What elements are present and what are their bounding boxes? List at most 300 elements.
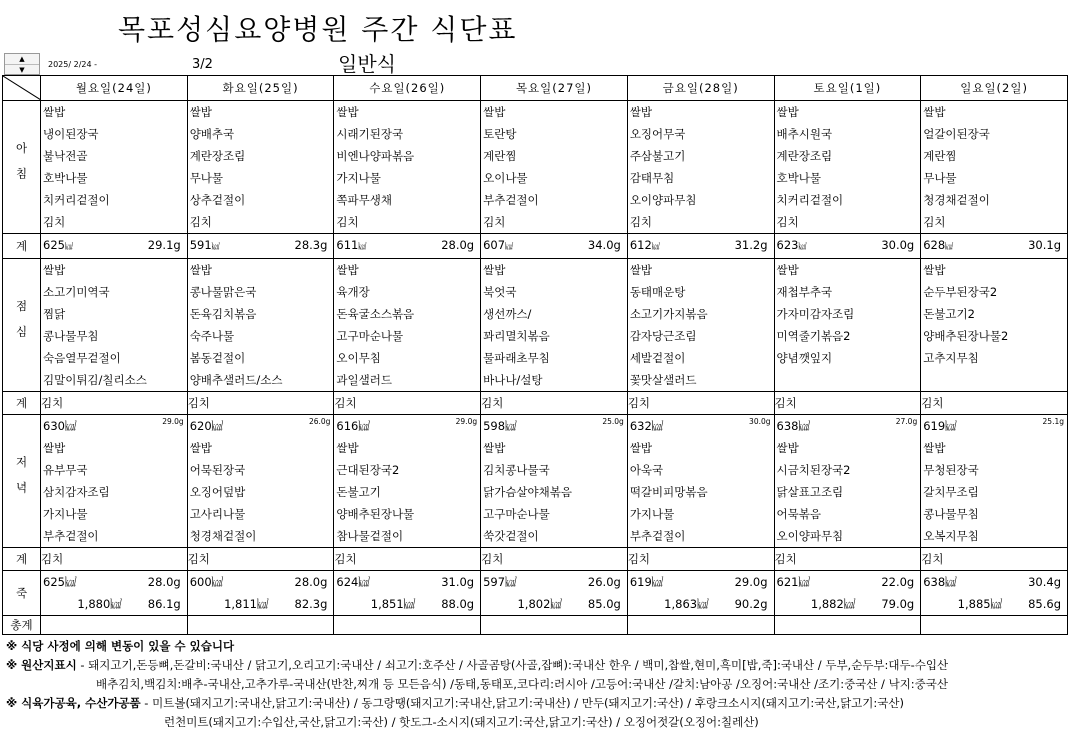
dinner-item: 부추겉절이 [629, 529, 686, 543]
dinner-cell [627, 415, 774, 548]
breakfast-item: 시래기된장국 [336, 127, 404, 141]
kcal-number: 628 [923, 238, 946, 252]
juk-cell [774, 571, 921, 616]
kcal-value [190, 234, 220, 258]
lunch-item: 고구마순나물 [336, 329, 404, 343]
breakfast-cell [481, 101, 628, 234]
dinner-item: 청경채겉절이 [189, 529, 257, 543]
kcal-number: 616 [336, 419, 359, 433]
kcal-unit: ㎉ [358, 419, 370, 433]
protein-value: 28.3g [294, 238, 328, 252]
lunch-item: 쌀밥 [776, 263, 799, 277]
kcal-number: 638 [923, 575, 946, 589]
notes [6, 637, 948, 732]
lunch-item: 돈육굴소스볶음 [336, 307, 415, 321]
lunch-protein: 30.0g [749, 417, 771, 426]
dinner-item: 가지나물 [629, 507, 675, 521]
lunch-item: 쌀밥 [189, 263, 212, 277]
lunch-item: 콩나물맑은국 [189, 285, 257, 299]
breakfast-item: 호박나물 [776, 171, 821, 185]
lunch-item: 가자미감자조림 [776, 307, 855, 321]
breakfast-item: 계란장조림 [189, 149, 246, 163]
juk-kcal [777, 571, 810, 593]
dinner-label: 저녁 [3, 415, 41, 548]
kcal-number: 1,880 [77, 597, 111, 611]
total-kcal [371, 593, 415, 615]
grand-total-cell [334, 616, 481, 635]
lunch-item: 김말이튀김/칠리소스 [43, 373, 147, 387]
dinner-item: 닭가슴살야채볶음 [483, 485, 572, 499]
grand-total-cell [774, 616, 921, 635]
dinner-item: 돈불고기 [336, 485, 381, 499]
breakfast-item: 냉이된장국 [43, 127, 99, 141]
dinner-item: 아욱국 [629, 463, 664, 477]
dinner-item: 삼치감자조림 [43, 485, 110, 499]
breakfast-item: 쌀밥 [189, 105, 212, 119]
note-origin-2: 배추김치,백김치:배추-국내산,고추가루-국내산(반찬,찌개 등 모든음식) /동태,동태포,코다리:러시아 /고등어:국내산 /갈치:남아공 /오징어:국내산 /조기:중국산 / 낙지:중국산 [96, 677, 949, 691]
page-title: 목포성심요양병원 주간 식단표 [118, 13, 518, 46]
date-spinner[interactable] [4, 53, 40, 75]
dinner-kimchi: 김치 [334, 548, 481, 571]
breakfast-item: 김치 [483, 215, 506, 229]
note-origin: - 돼지고기,돈등뼈,돈갈비:국내산 / 닭고기,오리고기:국내산 / 쇠고기:호주산 / 사골곰탕(사골,잡뼈):국내산 한우 / 백미,찹쌀,현미,흑미[밥,죽]:국내산 / 두부,순두부:대두-수입산 [76, 658, 949, 672]
breakfast-total-cell [921, 234, 1068, 259]
total-protein: 82.3g [294, 597, 328, 611]
breakfast-total-cell [774, 234, 921, 259]
dinner-item: 유부무국 [43, 463, 88, 477]
kcal-number: 625 [43, 238, 65, 252]
kcal-value [43, 234, 73, 258]
breakfast-total-label: 계 [3, 234, 41, 259]
juk-kcal [630, 571, 663, 593]
total-protein: 85.0g [587, 597, 621, 611]
total-kcal [77, 593, 121, 615]
lunch-cell [481, 259, 628, 392]
breakfast-item: 얼갈이된장국 [923, 127, 990, 141]
breakfast-item: 치커리겉절이 [776, 193, 844, 207]
kcal-unit: ㎉ [211, 419, 224, 433]
breakfast-item: 불낙전골 [43, 149, 88, 163]
lunch-kimchi: 김치 [334, 392, 481, 415]
juk-kcal [43, 571, 76, 593]
kcal-unit: ㎉ [505, 575, 517, 589]
lunch-item: 돈불고기2 [923, 307, 975, 321]
kcal-number: 607 [483, 238, 506, 252]
breakfast-item: 김치 [189, 215, 212, 229]
kcal-unit: ㎉ [651, 242, 660, 251]
breakfast-item: 치커리겉절이 [43, 193, 110, 207]
lunch-item: 동태매운탕 [629, 285, 686, 299]
breakfast-item: 쌀밥 [776, 105, 799, 119]
lunch-item: 찜닭 [43, 307, 66, 321]
kcal-unit: ㎉ [403, 597, 416, 611]
breakfast-cell [774, 101, 921, 234]
total-kcal [958, 593, 1002, 615]
lunch-item: 돈육김치볶음 [189, 307, 257, 321]
lunch-cell [187, 259, 334, 392]
dinner-item: 쌀밥 [43, 441, 66, 455]
dinner-item: 쌀밥 [483, 441, 506, 455]
dinner-item: 쌀밥 [776, 441, 799, 455]
dinner-kimchi: 김치 [41, 548, 188, 571]
kcal-number: 1,863 [664, 597, 698, 611]
dinner-cell [187, 415, 334, 548]
note-processed-2: 런천미트(돼지고기:수입산,국산,닭고기:국산) / 핫도그-소시지(돼지고기:국산,닭고기:국산) / 오징어젓갈(오징어:칠레산) [164, 715, 759, 729]
start-date: 2025/ 2/24 - [48, 60, 97, 69]
kcal-number: 621 [776, 575, 799, 589]
breakfast-item: 무나물 [189, 171, 224, 185]
lunch-item: 육개장 [336, 285, 370, 299]
juk-protein: 28.0g [294, 575, 328, 589]
kcal-unit: ㎉ [697, 597, 709, 611]
breakfast-item: 양배추국 [189, 127, 235, 141]
lunch-item: 쌀밥 [336, 263, 359, 277]
menu-table [2, 75, 1068, 635]
dinner-item: 무청된장국 [923, 463, 979, 477]
kcal-number: 1,851 [370, 597, 404, 611]
day-header: 월요일(24일) [41, 76, 188, 101]
dinner-item: 콩나물무침 [923, 507, 979, 521]
kcal-number: 619 [629, 575, 652, 589]
lunch-kimchi: 김치 [187, 392, 334, 415]
lunch-item: 숙주나물 [189, 329, 235, 343]
kcal-unit: ㎉ [358, 575, 370, 589]
protein-value: 30.1g [1028, 238, 1061, 252]
dinner-item: 오이양파무침 [776, 529, 844, 543]
kcal-number: 591 [189, 238, 212, 252]
lunch-cell [334, 259, 481, 392]
breakfast-item: 쌀밥 [43, 105, 66, 119]
note-origin-head: ※ 원산지표시 [6, 658, 77, 672]
lunch-kimchi: 김치 [481, 392, 628, 415]
grand-total-cell [481, 616, 628, 635]
kcal-unit: ㎉ [505, 419, 517, 433]
breakfast-item: 토란탕 [483, 127, 517, 141]
dinner-item: 오징어덮밥 [189, 485, 246, 499]
day-header: 일요일(2일) [921, 76, 1068, 101]
protein-value: 34.0g [587, 238, 621, 252]
breakfast-item: 가지나물 [336, 171, 381, 185]
lunch-item: 소고기미역국 [43, 285, 110, 299]
kcal-unit: ㎉ [358, 242, 367, 251]
lunch-item: 생선까스/ [483, 307, 532, 321]
lunch-item: 콩나물무침 [43, 329, 99, 343]
lunch-item: 쌀밥 [629, 263, 653, 277]
breakfast-total-cell [627, 234, 774, 259]
kcal-unit: ㎉ [257, 597, 269, 611]
protein-value: 31.2g [734, 238, 768, 252]
breakfast-total-cell [334, 234, 481, 259]
lunch-item: 숙음열무겉절이 [43, 351, 121, 365]
dinner-total-label: 계 [3, 548, 41, 571]
breakfast-cell [187, 101, 334, 234]
breakfast-item: 오이양파무침 [629, 193, 697, 207]
lunch-kimchi: 김치 [921, 392, 1068, 415]
kcal-number: 1,885 [957, 597, 991, 611]
dinner-item: 시금치된장국2 [776, 463, 851, 477]
breakfast-item: 김치 [43, 215, 66, 229]
breakfast-item: 김치 [776, 215, 799, 229]
juk-cell [627, 571, 774, 616]
day-header: 토요일(1일) [774, 76, 921, 101]
dinner-item: 고구마순나물 [483, 507, 550, 521]
breakfast-item: 부추겉절이 [483, 193, 539, 207]
grand-total-cell [187, 616, 334, 635]
kcal-number: 620 [189, 419, 212, 433]
breakfast-item: 쪽파무생채 [336, 193, 392, 207]
lunch-item: 쌀밥 [923, 263, 946, 277]
breakfast-total-cell [481, 234, 628, 259]
kcal-unit: ㎉ [505, 242, 514, 251]
dinner-item: 쑥갓겉절이 [483, 529, 539, 543]
kcal-unit: ㎉ [651, 575, 664, 589]
lunch-protein: 29.0g [162, 417, 184, 426]
spinner-up-icon[interactable]: ▲ [5, 54, 39, 65]
kcal-unit: ㎉ [211, 242, 220, 251]
protein-value: 28.0g [441, 238, 475, 252]
kcal-number: 1,882 [810, 597, 844, 611]
dinner-item: 부추겉절이 [43, 529, 99, 543]
juk-cell [921, 571, 1068, 616]
dinner-kimchi: 김치 [921, 548, 1068, 571]
lunch-item: 과일샐러드 [336, 373, 392, 387]
dinner-item: 김치콩나물국 [483, 463, 550, 477]
breakfast-item: 계란찜 [923, 149, 957, 163]
lunch-cell [921, 259, 1068, 392]
dinner-cell [921, 415, 1068, 548]
lunch-item: 봄동겉절이 [189, 351, 246, 365]
kcal-unit: ㎉ [211, 575, 224, 589]
kcal-number: 612 [629, 238, 652, 252]
note-processed: - 미트볼(돼지고기:국내산,닭고기:국내산) / 동그랑땡(돼지고기:국내산,닭고기:국내산) / 만두(돼지고기:국산) / 후랑크소시지(돼지고기:국산,닭고기:국산) [140, 696, 904, 710]
juk-protein: 26.0g [587, 575, 621, 589]
dinner-cell [481, 415, 628, 548]
lunch-label: 점심 [3, 259, 41, 392]
kcal-unit: ㎉ [798, 242, 807, 251]
kcal-unit: ㎉ [945, 419, 957, 433]
lunch-protein: 25.1g [1042, 417, 1064, 426]
juk-kcal [190, 571, 223, 593]
lunch-item: 물파래초무침 [483, 351, 550, 365]
kcal-number: 619 [923, 419, 946, 433]
breakfast-cell [921, 101, 1068, 234]
juk-kcal [483, 571, 516, 593]
kcal-unit: ㎉ [64, 419, 77, 433]
note-change: ※ 식당 사정에 의해 변동이 있을 수 있습니다 [6, 639, 235, 653]
dinner-item: 가지나물 [43, 507, 88, 521]
breakfast-item: 청경채겉절이 [923, 193, 990, 207]
dinner-item: 쌀밥 [629, 441, 653, 455]
lunch-protein: 25.0g [602, 417, 624, 426]
breakfast-total-cell [41, 234, 188, 259]
dinner-item: 참나물겉절이 [336, 529, 404, 543]
note-processed-head: ※ 식육가공육, 수산가공품 [6, 696, 141, 710]
dinner-kimchi: 김치 [627, 548, 774, 571]
menu-type: 일반식 [338, 52, 396, 76]
lunch-item: 재첩부추국 [776, 285, 833, 299]
breakfast-item: 오이나물 [483, 171, 528, 185]
breakfast-item: 쌀밥 [923, 105, 946, 119]
dinner-item: 떡갈비피망볶음 [629, 485, 708, 499]
grand-total-cell [627, 616, 774, 635]
kcal-value [630, 234, 660, 258]
lunch-kimchi: 김치 [774, 392, 921, 415]
lunch-item: 꽈리멸치볶음 [483, 329, 550, 343]
kcal-number: 600 [189, 575, 212, 589]
lunch-cell [41, 259, 188, 392]
dinner-item: 쌀밥 [336, 441, 359, 455]
juk-cell [334, 571, 481, 616]
breakfast-item: 무나물 [923, 171, 957, 185]
dinner-cell [774, 415, 921, 548]
breakfast-item: 비엔나양파볶음 [336, 149, 415, 163]
day-header: 수요일(26일) [334, 76, 481, 101]
dinner-item: 오복지무침 [923, 529, 979, 543]
kcal-unit: ㎉ [110, 597, 122, 611]
kcal-unit: ㎉ [945, 575, 957, 589]
breakfast-item: 호박나물 [43, 171, 88, 185]
juk-kcal [923, 571, 956, 593]
grand-total-cell [921, 616, 1068, 635]
kcal-value [483, 234, 513, 258]
breakfast-item: 쌀밥 [483, 105, 506, 119]
dinner-item: 어묵볶음 [776, 507, 821, 521]
total-kcal [517, 593, 561, 615]
lunch-item: 미역줄기볶음2 [776, 329, 851, 343]
lunch-kimchi: 김치 [627, 392, 774, 415]
kcal-value [777, 234, 807, 258]
dinner-item: 쌀밥 [189, 441, 212, 455]
kcal-number: 630 [43, 419, 65, 433]
breakfast-item: 김치 [629, 215, 653, 229]
juk-kcal [336, 571, 369, 593]
breakfast-item: 김치 [336, 215, 359, 229]
breakfast-item: 김치 [923, 215, 946, 229]
end-date: 3/2 [192, 57, 213, 72]
total-kcal [811, 593, 855, 615]
kcal-number: 638 [776, 419, 799, 433]
juk-cell [481, 571, 628, 616]
protein-value: 30.0g [881, 238, 915, 252]
dinner-item: 어묵된장국 [189, 463, 246, 477]
kcal-number: 632 [629, 419, 652, 433]
lunch-item: 감자당근조림 [629, 329, 697, 343]
dinner-cell [41, 415, 188, 548]
juk-protein: 22.0g [881, 575, 915, 589]
day-header: 금요일(28일) [627, 76, 774, 101]
breakfast-item: 배추시원국 [776, 127, 833, 141]
lunch-item: 바나나/설탕 [483, 373, 543, 387]
corner-cell [3, 76, 41, 101]
lunch-item: 오이무침 [336, 351, 381, 365]
total-protein: 85.6g [1028, 597, 1061, 611]
juk-cell [41, 571, 188, 616]
lunch-item: 쌀밥 [483, 263, 506, 277]
kcal-number: 624 [336, 575, 359, 589]
lunch-item: 양배추샐러드/소스 [189, 373, 283, 387]
kcal-number: 611 [336, 238, 359, 252]
kcal-unit: ㎉ [550, 597, 562, 611]
protein-value: 29.1g [147, 238, 181, 252]
lunch-item: 꽃맛살샐러드 [629, 373, 697, 387]
lunch-item: 소고기가지볶음 [629, 307, 708, 321]
spinner-down-icon[interactable]: ▼ [19, 66, 25, 74]
lunch-cell [627, 259, 774, 392]
dinner-cell [334, 415, 481, 548]
kcal-unit: ㎉ [798, 575, 810, 589]
lunch-item: 순두부된장국2 [923, 285, 998, 299]
lunch-protein: 26.0g [308, 417, 331, 426]
breakfast-cell [627, 101, 774, 234]
kcal-unit: ㎉ [651, 419, 664, 433]
lunch-cell [774, 259, 921, 392]
dinner-item: 양배추된장나물 [336, 507, 415, 521]
kcal-value [923, 234, 953, 258]
total-protein: 79.0g [881, 597, 915, 611]
breakfast-item: 쌀밥 [629, 105, 653, 119]
breakfast-item: 계란찜 [483, 149, 517, 163]
dinner-item: 고사리나물 [189, 507, 246, 521]
dinner-kimchi: 김치 [481, 548, 628, 571]
juk-protein: 28.0g [147, 575, 181, 589]
breakfast-cell [41, 101, 188, 234]
breakfast-total-cell [187, 234, 334, 259]
total-protein: 90.2g [734, 597, 768, 611]
kcal-unit: ㎉ [64, 242, 73, 251]
kcal-unit: ㎉ [798, 419, 810, 433]
lunch-protein: 29.0g [455, 417, 478, 426]
kcal-unit: ㎉ [843, 597, 856, 611]
total-kcal [224, 593, 268, 615]
lunch-item: 쌀밥 [43, 263, 66, 277]
grand-total-cell [41, 616, 188, 635]
lunch-item: 고추지무침 [923, 351, 979, 365]
dinner-kimchi: 김치 [774, 548, 921, 571]
dinner-kimchi: 김치 [187, 548, 334, 571]
lunch-protein: 27.0g [895, 417, 918, 426]
breakfast-item: 오징어무국 [629, 127, 686, 141]
lunch-kimchi: 김치 [41, 392, 188, 415]
lunch-item: 양념깻잎지 [776, 351, 833, 365]
day-header: 목요일(27일) [481, 76, 628, 101]
lunch-item: 북엇국 [483, 285, 517, 299]
juk-protein: 29.0g [734, 575, 768, 589]
grand-total-label: 총계 [3, 616, 41, 635]
kcal-number: 597 [483, 575, 506, 589]
corner-diagonal [3, 76, 41, 100]
kcal-unit: ㎉ [990, 597, 1003, 611]
kcal-number: 1,802 [517, 597, 551, 611]
breakfast-item: 주삼불고기 [629, 149, 686, 163]
kcal-number: 1,811 [224, 597, 257, 611]
lunch-item [775, 369, 921, 391]
dinner-item: 갈치무조림 [923, 485, 979, 499]
breakfast-cell [334, 101, 481, 234]
juk-protein: 31.0g [441, 575, 475, 589]
kcal-unit: ㎉ [64, 575, 77, 589]
dinner-item: 근대된장국2 [336, 463, 400, 477]
juk-cell [187, 571, 334, 616]
dinner-item: 쌀밥 [923, 441, 946, 455]
breakfast-item: 쌀밥 [336, 105, 359, 119]
kcal-number: 598 [483, 419, 506, 433]
kcal-number: 623 [776, 238, 799, 252]
total-protein: 86.1g [147, 597, 181, 611]
dinner-item: 닭살표고조림 [776, 485, 844, 499]
total-kcal [664, 593, 708, 615]
breakfast-item: 계란장조림 [776, 149, 833, 163]
lunch-item [921, 369, 1067, 391]
